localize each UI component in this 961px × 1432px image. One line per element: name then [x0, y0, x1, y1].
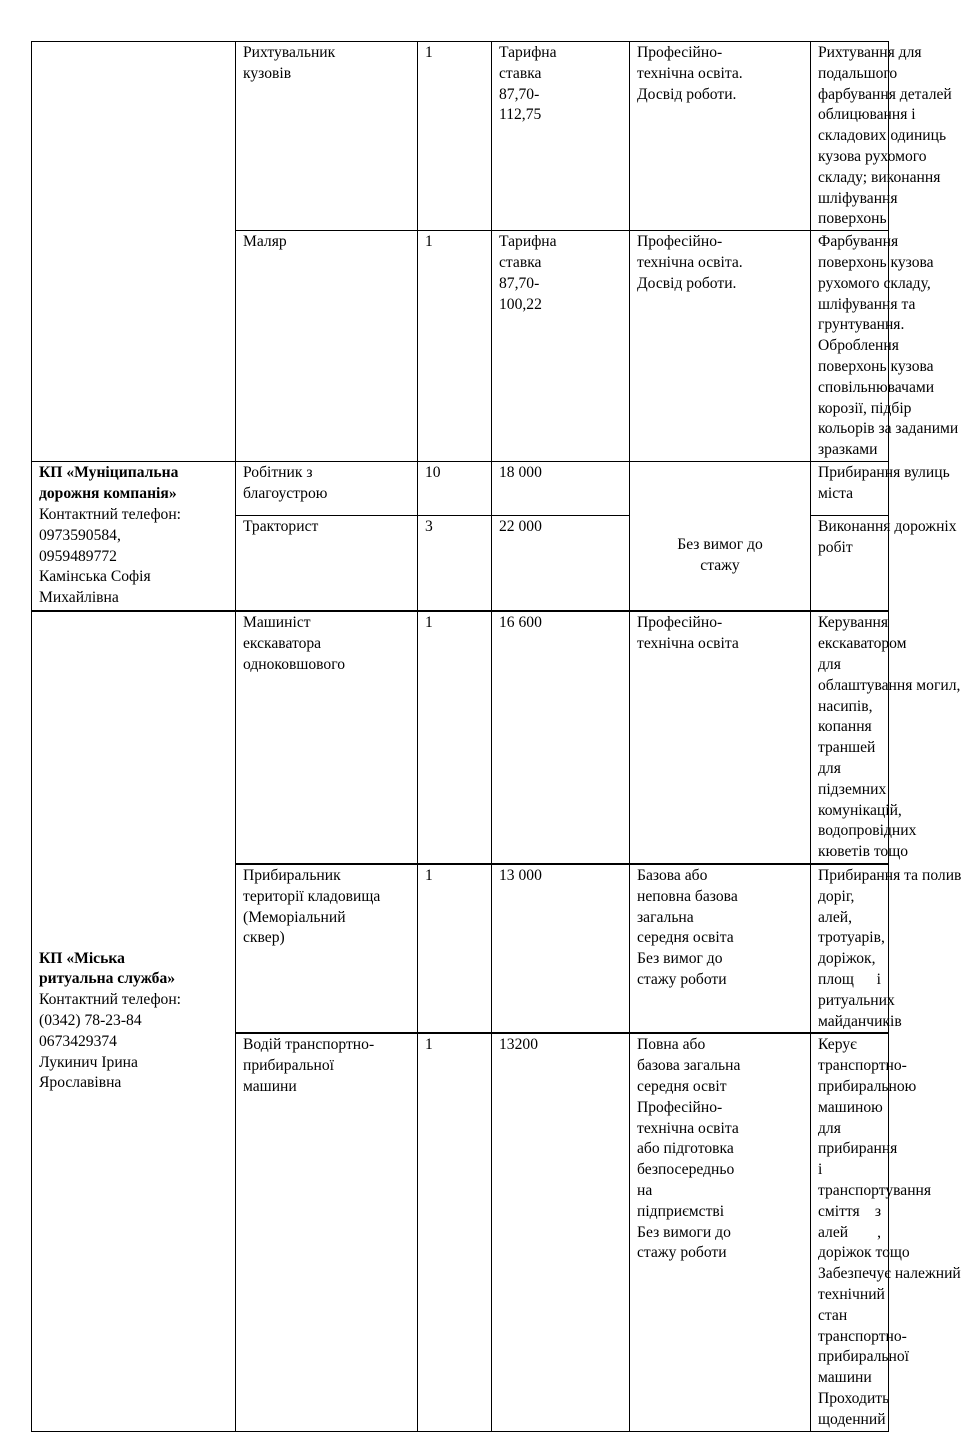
org-contact-label: Контактний телефон: [39, 991, 182, 1009]
position-cell: Тракторист [236, 515, 418, 611]
org-phone: 0673429374 [39, 1032, 117, 1050]
org-contact-label: Контактний телефон: [39, 505, 182, 523]
position-cell: Маляр [236, 231, 418, 462]
requirements-cell: Повна або базова загальна середня освіт Професійно- технічна освіта або підготовка безпосередньо на підприємстві Без вимоги до стажу роботи [630, 1033, 811, 1431]
count-cell: 1 [418, 1033, 492, 1431]
requirements-cell: Базова або неповна базова загальна середня освіта Без вимог до стажу роботи [630, 864, 811, 1033]
org-cell-mdk [32, 461, 236, 611]
org-contact-person: Михайлівна [39, 589, 119, 607]
vacancy-table [31, 41, 961, 1432]
position-cell: Робітник з благоустрою [236, 461, 418, 515]
org-phone: 0959489772 [39, 547, 117, 565]
vacancy-table-page [31, 41, 961, 1432]
position-cell: Машиніст екскаватора одноковшового [236, 611, 418, 864]
salary-cell: 13200 [492, 1033, 630, 1431]
org-contact-person: Камінська Софія [39, 568, 151, 586]
position-cell: Рихтувальник кузовів [236, 42, 418, 231]
requirements-cell-shared: Без вимог до стажу [630, 461, 811, 611]
count-cell: 10 [418, 461, 492, 515]
duties-cell: Керування екскаватором для облаштування могил, насипів, копання траншей для підземних комунікацій, водопровідних кюветів тощо [811, 611, 889, 864]
org-cell-empty [32, 42, 236, 462]
org-cell-mrs [32, 611, 236, 1431]
salary-cell: Тарифна ставка 87,70- 100,22 [492, 231, 630, 462]
count-cell: 1 [418, 611, 492, 864]
requirements-cell: Професійно- технічна освіта [630, 611, 811, 864]
count-cell: 3 [418, 515, 492, 611]
salary-cell: 16 600 [492, 611, 630, 864]
duties-cell: Прибирання вулиць міста [811, 461, 889, 515]
salary-cell: 22 000 [492, 515, 630, 611]
table-row [32, 611, 889, 864]
org-phone: (0342) 78-23-84 [39, 1012, 142, 1030]
position-cell: Прибиральник території кладовища (Меморіальний сквер) [236, 864, 418, 1033]
duties-cell: Прибирання та полив доріг, алей, тротуарів, доріжок, площ і ритуальних майданчиків [811, 864, 889, 1033]
salary-cell: 13 000 [492, 864, 630, 1033]
table-row [32, 461, 889, 515]
duties-cell: Фарбування поверхонь кузова рухомого складу, шліфування та грунтування. Оброблення поверхонь кузова сповільнювачами корозії, підбір кольорів за заданими зразками [811, 231, 889, 462]
salary-cell: Тарифна ставка 87,70- 112,75 [492, 42, 630, 231]
count-cell: 1 [418, 864, 492, 1033]
requirements-cell: Професійно- технічна освіта. Досвід роботи. [630, 42, 811, 231]
org-contact-person: Лукинич Ірина [39, 1053, 138, 1071]
duties-cell: Керує транспортно- прибиральною машиною для прибирання і транспортування сміття з алей , доріжок тощо Забезпечує належний технічний стан транспортно- прибиральної машини Проходить щоденний [811, 1033, 889, 1431]
count-cell: 1 [418, 42, 492, 231]
count-cell: 1 [418, 231, 492, 462]
salary-cell: 18 000 [492, 461, 630, 515]
table-row [32, 42, 889, 231]
duties-cell: Виконання дорожніх робіт [811, 515, 889, 611]
requirements-cell: Професійно- технічна освіта. Досвід роботи. [630, 231, 811, 462]
org-contact-person: Ярославівна [39, 1074, 122, 1092]
position-cell: Водій транспортно- прибиральної машини [236, 1033, 418, 1431]
org-phone: 0973590584, [39, 526, 121, 544]
duties-cell: Рихтування для подальшого фарбування деталей облицювання і складових одиниць кузова рухомого складу; виконання шліфування поверхонь [811, 42, 889, 231]
org-name: КП «Муніципальна дорожня компанія» [39, 464, 179, 503]
org-name: КП «Міська ритуальна служба» [39, 949, 176, 988]
